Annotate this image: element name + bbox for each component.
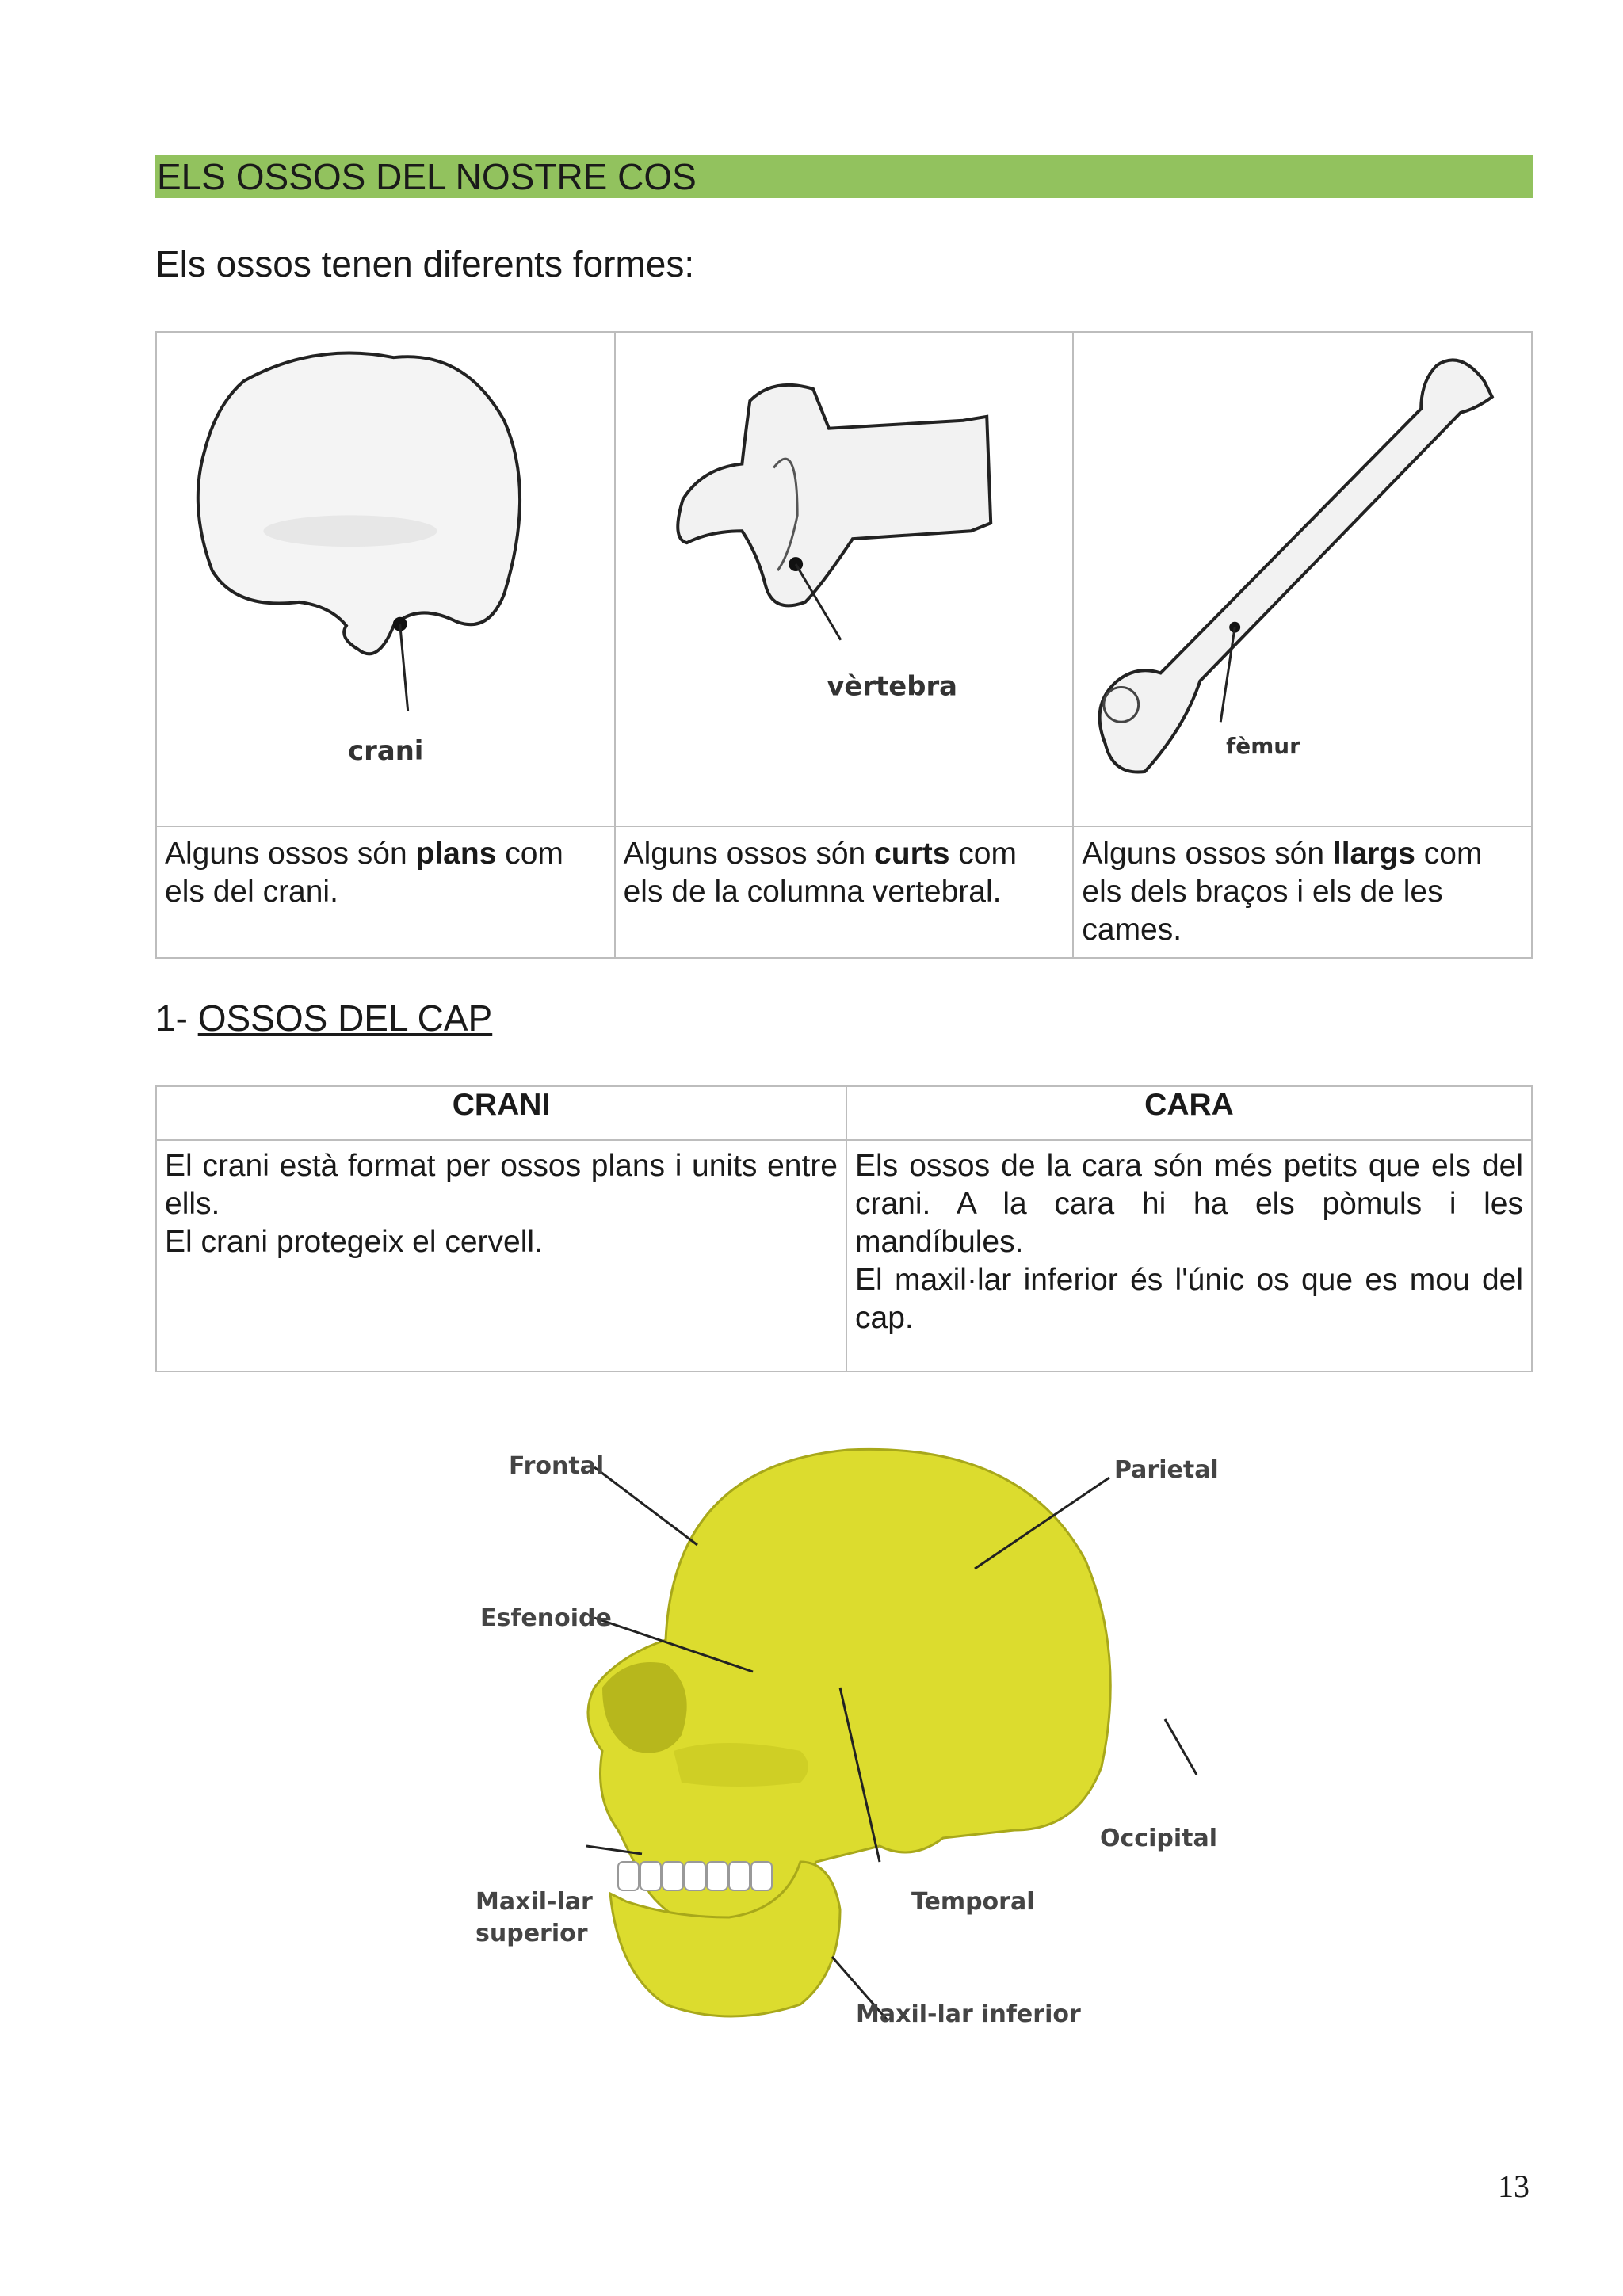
bone-shapes-table	[155, 331, 1533, 959]
label-esfenoide: Esfenoide	[480, 1604, 612, 1632]
page-number: 13	[1498, 2168, 1529, 2204]
page-header: ELS OSSOS DEL NOSTRE COS	[155, 155, 1533, 198]
label-frontal: Frontal	[509, 1452, 605, 1480]
label-maxilar-inferior: Maxil-lar inferior	[856, 2000, 1081, 2028]
crani-illustration	[157, 333, 614, 826]
femur-label: fèmur	[1226, 733, 1301, 760]
crani-image-cell	[156, 332, 615, 826]
vertebra-illustration	[616, 333, 1073, 826]
femur-description: Alguns ossos són llargs com els dels braços i els de les cames.	[1073, 826, 1532, 958]
vertebra-image-cell	[615, 332, 1074, 826]
label-temporal: Temporal	[911, 1888, 1035, 1916]
label-maxilar-superior-1: Maxil-lar	[475, 1888, 593, 1916]
crani-header: CRANI	[156, 1086, 846, 1140]
vertebra-description: Alguns ossos són curts com els de la columna vertebral.	[615, 826, 1074, 958]
cara-cell: Els ossos de la cara són més petits que els del crani. A la cara hi ha els pòmuls i les mandíbules. El maxil·lar inferior és l'únic os que es mou del cap.	[846, 1140, 1532, 1371]
section-title: 1- OSSOS DEL CAP	[155, 997, 493, 1039]
femur-illustration	[1074, 333, 1531, 826]
femur-image-cell	[1073, 332, 1532, 826]
crani-label: crani	[348, 735, 424, 767]
intro-text: Els ossos tenen diferents formes:	[155, 243, 695, 284]
head-bones-table	[155, 1085, 1533, 1372]
label-parietal: Parietal	[1114, 1456, 1219, 1484]
crani-cell: El crani està format per ossos plans i units entre ells. El crani protegeix el cervell.	[156, 1140, 846, 1371]
vertebra-label: vèrtebra	[826, 670, 957, 702]
label-occipital: Occipital	[1100, 1825, 1217, 1852]
cara-header: CARA	[846, 1086, 1532, 1140]
crani-description: Alguns ossos són plans com els del crani.	[156, 826, 615, 958]
skull-diagram	[468, 1418, 1228, 2052]
label-maxilar-superior-2: superior	[475, 1920, 588, 1947]
